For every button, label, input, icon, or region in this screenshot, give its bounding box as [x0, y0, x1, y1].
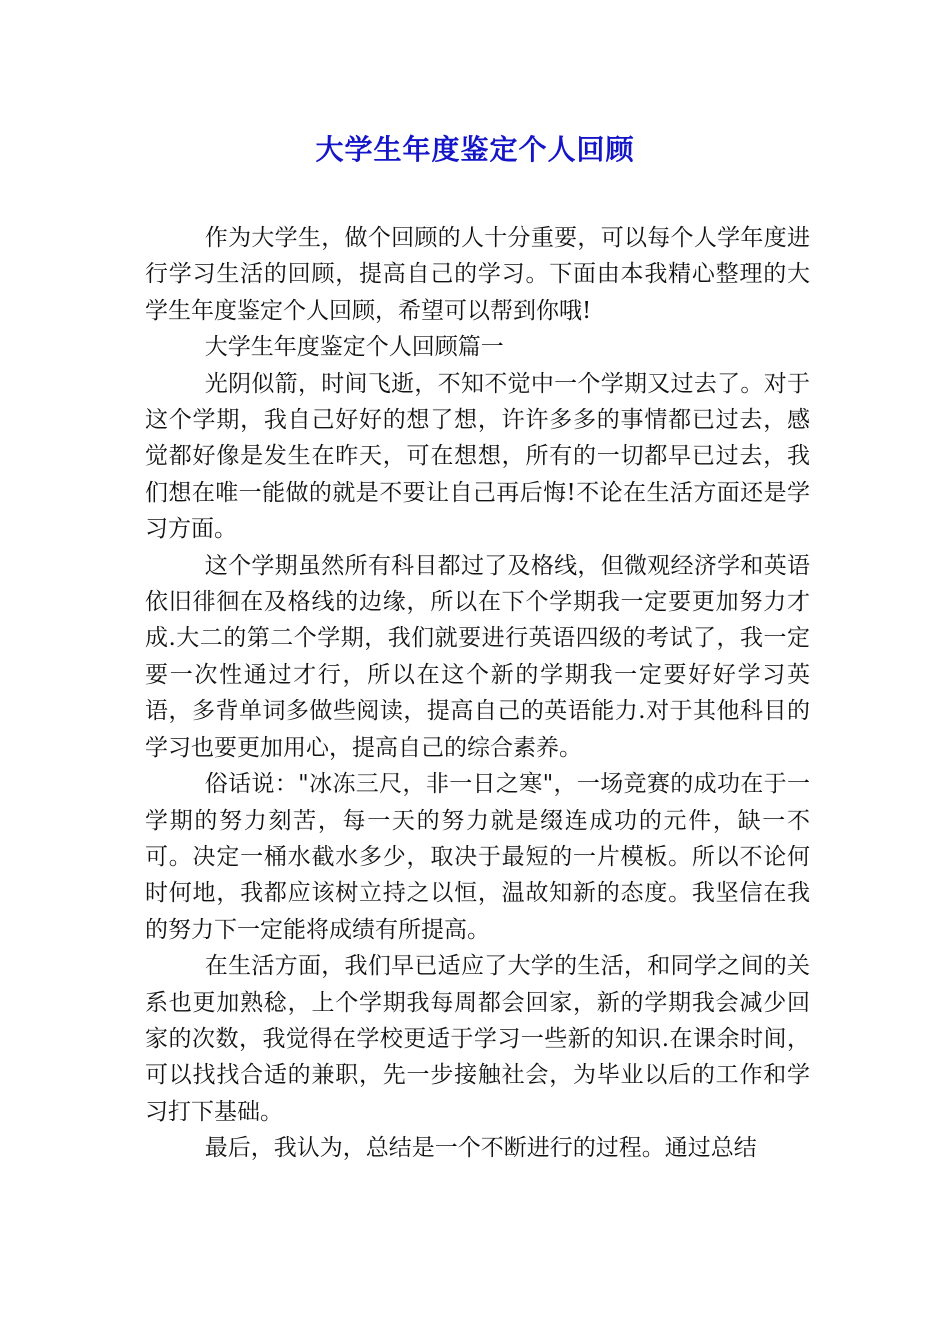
paragraph: 光阴似箭，时间飞逝，不知不觉中一个学期又过去了。对于这个学期，我自己好好的想了想，许许多多的事情都已过去，感觉都好像是发生在昨天，可在想想，所有的一切都早已过去，我们想在唯一能做的就是不要让自己再后悔!不论在生活方面还是学习方面。 — [145, 370, 810, 543]
paragraph: 在生活方面，我们早已适应了大学的生活，和同学之间的关系也更加熟稔，上个学期我每周都会回家，新的学期我会减少回家的次数，我觉得在学校更适于学习一些新的知识.在课余时间，可以找找合适的兼职，先一步接触社会，为毕业以后的工作和学习打下基础。 — [145, 953, 810, 1125]
paragraph-intro: 作为大学生，做个回顾的人十分重要，可以每个人学年度进行学习生活的回顾，提高自己的学习。下面由本我精心整理的大学生年度鉴定个人回顾，希望可以帮到你哦! — [145, 225, 810, 324]
paragraph: 这个学期虽然所有科目都过了及格线，但微观经济学和英语依旧徘徊在及格线的边缘，所以在下个学期我一定要更加努力才成.大二的第二个学期，我们就要进行英语四级的考试了，我一定要一次性通过才行，所以在这个新的学期我一定要好好学习英语，多背单词多做些阅读，提高自己的英语能力.对于其他科目的学习也要更加用心，提高自己的综合素养。 — [145, 552, 810, 761]
paragraph: 俗话说："冰冻三尺，非一日之寒"，一场竞赛的成功在于一学期的努力刻苦，每一天的努力就是缀连成功的元件，缺一不可。决定一桶水截水多少，取决于最短的一片模板。所以不论何时何地，我都应该树立持之以恒，温故知新的态度。我坚信在我的努力下一定能将成绩有所提高。 — [145, 771, 810, 943]
document-body — [145, 220, 810, 1167]
section-heading: 大学生年度鉴定个人回顾篇一 — [204, 334, 504, 361]
paragraph: 最后，我认为，总结是一个不断进行的过程。通过总结 — [204, 1135, 757, 1162]
document-title: 大学生年度鉴定个人回顾 — [315, 133, 635, 166]
